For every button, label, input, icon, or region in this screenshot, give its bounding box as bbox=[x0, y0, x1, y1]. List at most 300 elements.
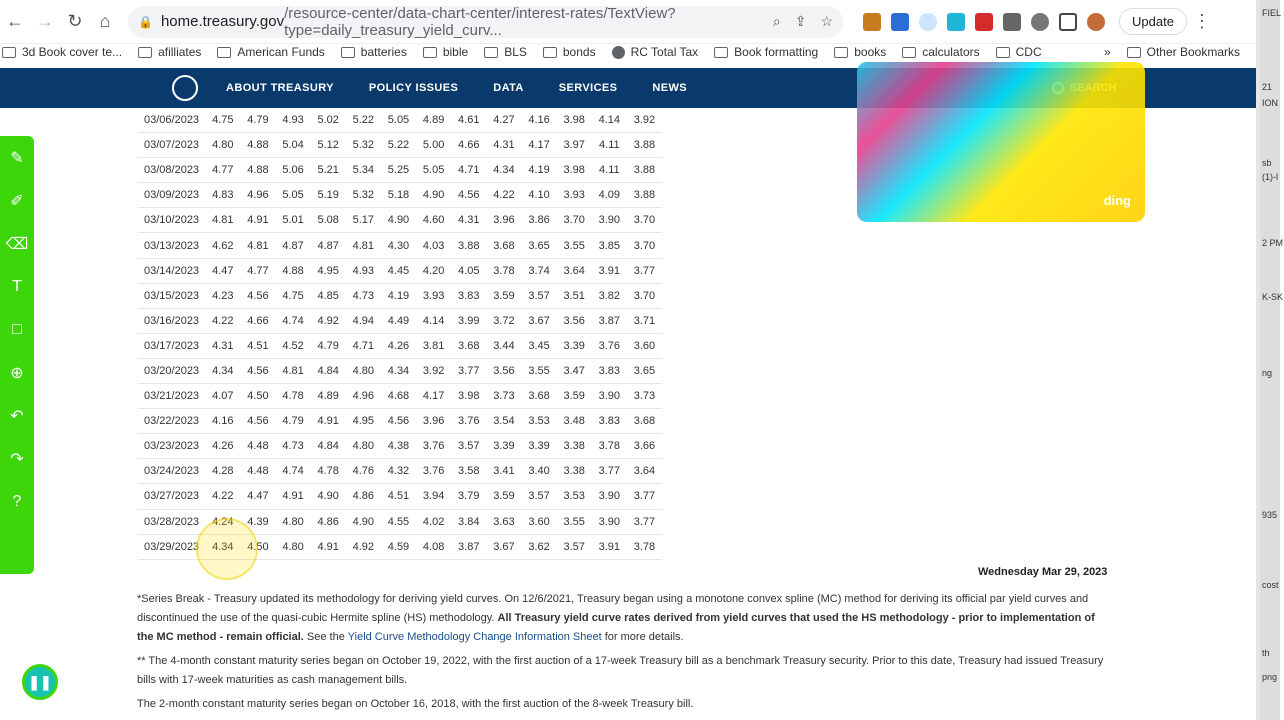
table-row bbox=[138, 133, 662, 158]
yield-cell: 4.14 bbox=[422, 314, 445, 327]
edge-text: (1)-l bbox=[1262, 172, 1278, 182]
puzzle-icon[interactable] bbox=[1003, 13, 1021, 31]
yield-cell: 4.56 bbox=[458, 189, 480, 202]
menu-icon[interactable]: ⋮ bbox=[1192, 11, 1211, 31]
yield-cell: 3.39 bbox=[528, 440, 550, 453]
yield-cell: 4.90 bbox=[317, 490, 339, 503]
folder-icon bbox=[543, 47, 557, 58]
yield-cell: 4.23 bbox=[212, 289, 234, 302]
lock-icon: 🔒 bbox=[138, 14, 153, 29]
nav-policy-issues[interactable]: POLICY ISSUES bbox=[368, 82, 459, 94]
date-cell: 03/13/2023 bbox=[144, 239, 200, 252]
undo-icon[interactable]: ↶ bbox=[10, 407, 24, 425]
back-icon[interactable]: ← bbox=[6, 11, 24, 31]
yield-cell: 4.50 bbox=[247, 390, 269, 403]
bookmark-item[interactable]: American Funds bbox=[217, 45, 324, 59]
extension-icon[interactable] bbox=[1031, 13, 1049, 31]
yield-cell: 3.85 bbox=[598, 239, 621, 252]
yield-cell: 3.83 bbox=[598, 364, 621, 377]
yield-cell: 3.47 bbox=[563, 364, 585, 377]
nav-data[interactable]: DATA bbox=[493, 82, 524, 94]
yield-cell: 3.90 bbox=[598, 515, 621, 528]
text-icon[interactable]: T bbox=[12, 277, 22, 295]
date-cell: 03/08/2023 bbox=[144, 164, 200, 177]
folder-icon bbox=[138, 47, 152, 58]
yield-cell: 4.92 bbox=[352, 540, 375, 553]
star-icon[interactable]: ☆ bbox=[820, 13, 833, 29]
table-row bbox=[138, 359, 662, 384]
extension-icon[interactable] bbox=[863, 13, 881, 31]
nav-news[interactable]: NEWS bbox=[652, 82, 688, 94]
folder-icon bbox=[834, 47, 848, 58]
yield-cell: 3.72 bbox=[493, 314, 515, 327]
yield-cell: 4.75 bbox=[282, 289, 304, 302]
yield-cell: 3.67 bbox=[528, 314, 550, 327]
yield-cell: 4.47 bbox=[247, 490, 269, 503]
table-row bbox=[138, 334, 662, 359]
annotation-toolbar bbox=[0, 136, 34, 574]
bookmark-item[interactable]: BLS bbox=[484, 45, 527, 59]
help-icon[interactable]: ? bbox=[12, 492, 22, 510]
yield-cell: 4.22 bbox=[212, 490, 234, 503]
pen-icon[interactable]: ✎ bbox=[10, 149, 24, 167]
table-row bbox=[138, 384, 662, 409]
yield-cell: 3.88 bbox=[633, 139, 656, 152]
yield-cell: 3.38 bbox=[563, 440, 585, 453]
yield-cell: 3.73 bbox=[633, 390, 656, 403]
rectangle-icon[interactable]: □ bbox=[12, 320, 22, 338]
yield-cell: 4.91 bbox=[247, 214, 269, 227]
yield-cell: 4.07 bbox=[212, 390, 234, 403]
folder-icon bbox=[217, 47, 231, 58]
yield-curve-table bbox=[138, 108, 662, 560]
date-cell: 03/23/2023 bbox=[144, 440, 200, 453]
yield-cell: 3.60 bbox=[633, 339, 656, 352]
yield-cell: 3.81 bbox=[422, 339, 445, 352]
yield-cell: 4.66 bbox=[247, 314, 269, 327]
yield-cell: 5.21 bbox=[317, 164, 339, 177]
yield-cell: 5.34 bbox=[352, 164, 375, 177]
yield-cell: 3.64 bbox=[633, 465, 656, 478]
date-cell: 03/16/2023 bbox=[144, 314, 200, 327]
eraser-icon[interactable]: ⌫ bbox=[5, 235, 29, 253]
extensions-area bbox=[863, 13, 1105, 31]
nav-about-treasury[interactable]: ABOUT TREASURY bbox=[226, 82, 334, 94]
yield-cell: 5.18 bbox=[387, 189, 410, 202]
yield-cell: 3.45 bbox=[528, 339, 550, 352]
yield-cell: 3.98 bbox=[563, 114, 585, 127]
date-cell: 03/27/2023 bbox=[144, 490, 200, 503]
yield-cell: 3.78 bbox=[633, 540, 656, 553]
yield-cell: 3.57 bbox=[458, 440, 480, 453]
update-button[interactable]: Update bbox=[1119, 8, 1187, 35]
yield-cell: 3.54 bbox=[493, 415, 515, 428]
browser-toolbar bbox=[0, 0, 1256, 44]
edge-text: K-SK bbox=[1262, 292, 1284, 302]
edge-text: cost bbox=[1262, 580, 1279, 590]
yield-cell: 4.93 bbox=[282, 114, 304, 127]
yield-cell: 3.76 bbox=[422, 465, 445, 478]
table-row bbox=[138, 309, 662, 334]
yield-cell: 4.75 bbox=[212, 114, 234, 127]
yield-cell: 4.56 bbox=[387, 415, 410, 428]
edge-text: 21 bbox=[1262, 82, 1273, 92]
edge-text: 2 PM bbox=[1262, 238, 1284, 248]
yield-cell: 3.51 bbox=[563, 289, 585, 302]
yield-cell: 4.48 bbox=[247, 440, 269, 453]
yield-cell: 4.93 bbox=[352, 264, 375, 277]
yield-cell: 3.70 bbox=[633, 239, 656, 252]
pdf-extension-icon[interactable] bbox=[975, 13, 993, 31]
yield-cell: 3.79 bbox=[458, 490, 480, 503]
yield-cell: 4.26 bbox=[387, 339, 410, 352]
yield-cell: 4.31 bbox=[458, 214, 480, 227]
yield-cell: 4.20 bbox=[422, 264, 445, 277]
yield-cell: 3.74 bbox=[528, 264, 550, 277]
date-cell: 03/20/2023 bbox=[144, 364, 200, 377]
yield-cell: 5.01 bbox=[282, 214, 304, 227]
folder-icon bbox=[341, 47, 355, 58]
yield-cell: 3.67 bbox=[493, 540, 515, 553]
url-path: /resource-center/data-chart-center/interest-rates/TextView?type=daily_treasury_yield_curv... bbox=[284, 4, 676, 39]
avatar[interactable] bbox=[1087, 13, 1105, 31]
yield-cell: 3.76 bbox=[458, 415, 480, 428]
yield-cell: 3.65 bbox=[528, 239, 550, 252]
yield-cell: 4.78 bbox=[282, 390, 304, 403]
yield-cell: 4.87 bbox=[317, 239, 339, 252]
yield-cell: 4.76 bbox=[352, 465, 375, 478]
yield-cell: 4.56 bbox=[247, 415, 269, 428]
date-cell: 03/24/2023 bbox=[144, 465, 200, 478]
yield-cell: 5.32 bbox=[352, 139, 375, 152]
bookmark-item[interactable]: Book formatting bbox=[714, 45, 818, 59]
yield-cell: 3.86 bbox=[528, 214, 550, 227]
yield-cell: 4.11 bbox=[599, 139, 620, 152]
yield-cell: 3.73 bbox=[493, 390, 515, 403]
yield-cell: 5.02 bbox=[317, 114, 339, 127]
yield-cell: 4.80 bbox=[282, 515, 304, 528]
yield-cell: 4.77 bbox=[212, 164, 234, 177]
yield-cell: 4.39 bbox=[247, 515, 269, 528]
bookmark-item[interactable]: batteries bbox=[341, 45, 407, 59]
yield-cell: 3.59 bbox=[493, 490, 515, 503]
yield-cell: 4.28 bbox=[212, 465, 234, 478]
yield-cell: 4.71 bbox=[458, 164, 480, 177]
yield-cell: 3.77 bbox=[458, 364, 480, 377]
date-cell: 03/07/2023 bbox=[144, 139, 200, 152]
yield-cell: 5.06 bbox=[282, 164, 304, 177]
yield-cell: 3.76 bbox=[598, 339, 621, 352]
yield-cell: 3.56 bbox=[563, 314, 585, 327]
yield-cell: 4.34 bbox=[493, 164, 515, 177]
yield-cell: 4.19 bbox=[387, 289, 410, 302]
other-bookmarks[interactable]: Other Bookmarks bbox=[1127, 45, 1240, 59]
yield-cell: 4.81 bbox=[212, 214, 234, 227]
yield-cell: 4.81 bbox=[247, 239, 269, 252]
yield-cell: 3.57 bbox=[528, 289, 550, 302]
yield-cell: 4.91 bbox=[317, 540, 339, 553]
yield-cell: 5.17 bbox=[352, 214, 375, 227]
yield-cell: 4.96 bbox=[247, 189, 269, 202]
table-row bbox=[138, 459, 662, 484]
yield-cell: 4.94 bbox=[352, 314, 375, 327]
yield-cell: 4.91 bbox=[317, 415, 339, 428]
yield-cell: 3.90 bbox=[598, 490, 621, 503]
yield-cell: 4.52 bbox=[282, 339, 304, 352]
yield-cell: 4.59 bbox=[387, 540, 410, 553]
yield-cell: 4.80 bbox=[352, 440, 375, 453]
yield-cell: 4.86 bbox=[352, 490, 375, 503]
yield-cell: 3.68 bbox=[493, 239, 515, 252]
yield-cell: 3.77 bbox=[633, 490, 656, 503]
yield-cell: 4.14 bbox=[598, 114, 621, 127]
yield-cell: 4.60 bbox=[422, 214, 445, 227]
yield-cell: 4.77 bbox=[247, 264, 269, 277]
yield-cell: 4.49 bbox=[387, 314, 410, 327]
yield-cell: 4.79 bbox=[317, 339, 339, 352]
address-bar[interactable] bbox=[128, 6, 843, 38]
extension-icon[interactable] bbox=[947, 13, 965, 31]
yield-cell: 5.12 bbox=[317, 139, 339, 152]
promo-banner-image[interactable] bbox=[857, 62, 1145, 222]
yield-cell: 4.95 bbox=[352, 415, 375, 428]
date-cell: 03/17/2023 bbox=[144, 339, 200, 352]
yield-cell: 3.90 bbox=[598, 390, 621, 403]
reload-icon[interactable]: ↻ bbox=[67, 11, 83, 31]
yield-cell: 3.98 bbox=[563, 164, 585, 177]
yield-cell: 3.53 bbox=[528, 415, 550, 428]
yield-cell: 4.09 bbox=[598, 189, 621, 202]
yield-cell: 3.82 bbox=[598, 289, 621, 302]
yield-cell: 4.56 bbox=[247, 364, 269, 377]
yield-cell: 4.74 bbox=[282, 465, 304, 478]
treasury-seal-logo[interactable] bbox=[172, 75, 198, 101]
bookmark-item[interactable]: bonds bbox=[543, 45, 596, 59]
yield-cell: 4.84 bbox=[317, 364, 339, 377]
yield-cell: 4.96 bbox=[352, 390, 375, 403]
zoom-icon[interactable]: ⌕ bbox=[772, 13, 781, 29]
yield-cell: 4.22 bbox=[212, 314, 234, 327]
yield-cell: 4.81 bbox=[282, 364, 304, 377]
bookmarks-overflow-button[interactable]: » bbox=[1103, 45, 1111, 59]
date-cell: 03/21/2023 bbox=[144, 390, 200, 403]
yield-cell: 4.68 bbox=[387, 390, 410, 403]
bookmark-item[interactable]: CDC bbox=[996, 45, 1042, 59]
bookmark-item[interactable]: books bbox=[834, 45, 886, 59]
yield-cell: 4.16 bbox=[528, 114, 550, 127]
yield-cell: 3.41 bbox=[493, 465, 515, 478]
bookmark-item[interactable]: 3d Book cover te... bbox=[2, 45, 122, 59]
yield-cell: 5.22 bbox=[352, 114, 375, 127]
yield-cell: 4.74 bbox=[282, 314, 304, 327]
bookmark-item[interactable]: bible bbox=[423, 45, 468, 59]
yield-cell: 3.88 bbox=[633, 164, 656, 177]
yield-cell: 4.80 bbox=[352, 364, 375, 377]
yield-cell: 4.85 bbox=[317, 289, 339, 302]
yield-cell: 4.91 bbox=[282, 490, 304, 503]
yield-cell: 3.48 bbox=[563, 415, 585, 428]
bookmark-item[interactable]: calculators bbox=[902, 45, 979, 59]
yield-cell: 4.88 bbox=[282, 264, 304, 277]
bookmarks-bar bbox=[0, 40, 1256, 64]
yield-cell: 4.34 bbox=[212, 540, 234, 553]
edge-text: png bbox=[1262, 672, 1278, 682]
yield-cell: 4.56 bbox=[247, 289, 269, 302]
folder-icon bbox=[1127, 47, 1141, 58]
yield-cell: 4.92 bbox=[317, 314, 339, 327]
footnotes bbox=[137, 590, 1112, 719]
yield-cell: 3.91 bbox=[598, 540, 621, 553]
yield-cell: 4.79 bbox=[247, 114, 269, 127]
yield-cell: 3.91 bbox=[598, 264, 621, 277]
yield-cell: 3.78 bbox=[493, 264, 515, 277]
yield-cell: 3.93 bbox=[422, 289, 445, 302]
yield-cell: 3.84 bbox=[458, 515, 480, 528]
yield-cell: 4.88 bbox=[247, 164, 269, 177]
yield-cell: 3.55 bbox=[528, 364, 550, 377]
bookmark-item[interactable]: RC Total Tax bbox=[612, 45, 699, 59]
edge-text: sb bbox=[1262, 158, 1272, 168]
yield-cell: 3.87 bbox=[598, 314, 621, 327]
yield-cell: 3.68 bbox=[458, 339, 480, 352]
as-of-date: Wednesday Mar 29, 2023 bbox=[978, 566, 1108, 578]
yield-cell: 4.45 bbox=[387, 264, 410, 277]
yield-cell: 4.31 bbox=[212, 339, 234, 352]
yield-cell: 4.05 bbox=[458, 264, 480, 277]
nav-services[interactable]: SERVICES bbox=[558, 82, 618, 94]
date-cell: 03/29/2023 bbox=[144, 540, 200, 553]
yield-cell: 3.83 bbox=[458, 289, 480, 302]
yield-cell: 5.04 bbox=[282, 139, 304, 152]
yield-cell: 3.39 bbox=[563, 339, 585, 352]
yield-cell: 3.70 bbox=[563, 214, 585, 227]
edge-text: 935 bbox=[1262, 510, 1278, 520]
yield-cell: 3.58 bbox=[458, 465, 480, 478]
yield-cell: 3.55 bbox=[563, 239, 585, 252]
extension-icon[interactable] bbox=[919, 13, 937, 31]
yield-cell: 4.19 bbox=[528, 164, 550, 177]
home-icon[interactable]: ⌂ bbox=[99, 11, 111, 31]
yield-cell: 4.90 bbox=[352, 515, 375, 528]
yield-cell: 4.16 bbox=[212, 415, 234, 428]
edge-text: ng bbox=[1262, 368, 1273, 378]
yield-cell: 3.59 bbox=[563, 390, 585, 403]
yield-cell: 5.22 bbox=[387, 139, 410, 152]
yield-cell: 3.63 bbox=[493, 515, 515, 528]
yield-cell: 5.19 bbox=[317, 189, 339, 202]
yield-cell: 3.97 bbox=[563, 139, 585, 152]
date-cell: 03/09/2023 bbox=[144, 189, 200, 202]
yield-cell: 3.78 bbox=[598, 440, 621, 453]
yield-cell: 3.56 bbox=[493, 364, 515, 377]
yield-cell: 4.89 bbox=[422, 114, 445, 127]
yield-cell: 4.51 bbox=[387, 490, 410, 503]
folder-icon bbox=[902, 47, 916, 58]
date-cell: 03/15/2023 bbox=[144, 289, 200, 302]
two-month-note: The 2-month constant maturity series began on October 16, 2018, with the first auction of the 8-week Treasury bill. bbox=[137, 698, 694, 710]
sidebar-toggle-icon[interactable] bbox=[1059, 13, 1077, 31]
yield-cell: 4.83 bbox=[212, 189, 234, 202]
folder-icon bbox=[996, 47, 1010, 58]
yield-cell: 5.05 bbox=[282, 189, 304, 202]
table-row bbox=[138, 434, 662, 459]
date-cell: 03/10/2023 bbox=[144, 214, 200, 227]
yield-cell: 4.50 bbox=[247, 540, 269, 553]
methodology-link[interactable]: Yield Curve Methodology Change Information Sheet bbox=[347, 631, 602, 643]
edge-text: FIEL bbox=[1262, 8, 1282, 18]
yield-cell: 3.98 bbox=[458, 390, 480, 403]
yield-cell: 3.68 bbox=[528, 390, 550, 403]
yield-cell: 3.77 bbox=[633, 264, 656, 277]
share-icon[interactable]: ⇪ bbox=[794, 13, 807, 29]
desktop-edge bbox=[1256, 0, 1284, 720]
folder-icon bbox=[423, 47, 437, 58]
yield-cell: 4.80 bbox=[212, 139, 234, 152]
yield-cell: 4.81 bbox=[352, 239, 375, 252]
table-row bbox=[138, 259, 662, 284]
yield-cell: 3.59 bbox=[493, 289, 515, 302]
url-host: home.treasury.gov bbox=[160, 13, 285, 30]
yield-cell: 4.30 bbox=[387, 239, 410, 252]
yield-cell: 3.90 bbox=[598, 214, 621, 227]
yield-cell: 3.57 bbox=[528, 490, 550, 503]
yield-cell: 4.34 bbox=[387, 364, 410, 377]
banner-text: ding bbox=[1103, 193, 1131, 208]
yield-cell: 3.57 bbox=[563, 540, 585, 553]
yield-cell: 3.60 bbox=[528, 515, 550, 528]
yield-cell: 3.70 bbox=[633, 289, 656, 302]
date-cell: 03/28/2023 bbox=[144, 515, 200, 528]
date-cell: 03/22/2023 bbox=[144, 415, 200, 428]
yield-cell: 4.86 bbox=[317, 515, 339, 528]
series-break-note: *Series Break - Treasury updated its methodology for deriving yield curves. On 12/6/2021, Treasury began using a monotone convex spline (MC) method for deriving its official par yield curves and discontinued the use of the quasi-cubic Hermite spline (HS) methodology. All Treasury yield curve rates derived from yield curves that used the HS methodology - prior to implementation of the MC method - remain official. See the Yield Curve Methodology Change Information Sheet for more details. bbox=[137, 593, 1095, 643]
yield-cell: 4.89 bbox=[317, 390, 339, 403]
table-row bbox=[138, 208, 662, 233]
table-row bbox=[138, 108, 662, 133]
yield-cell: 3.77 bbox=[633, 515, 656, 528]
yield-cell: 4.90 bbox=[387, 214, 410, 227]
yield-cell: 4.55 bbox=[387, 515, 410, 528]
yield-cell: 4.34 bbox=[212, 364, 234, 377]
yield-cell: 3.64 bbox=[563, 264, 585, 277]
yield-cell: 3.88 bbox=[458, 239, 480, 252]
extension-icon[interactable] bbox=[891, 13, 909, 31]
yield-cell: 4.84 bbox=[317, 440, 339, 453]
yield-cell: 4.78 bbox=[317, 465, 339, 478]
edge-text: th bbox=[1262, 648, 1270, 658]
folder-icon bbox=[714, 47, 728, 58]
zoom-icon[interactable]: ⊕ bbox=[10, 364, 24, 382]
yield-cell: 4.51 bbox=[247, 339, 269, 352]
yield-cell: 3.40 bbox=[528, 465, 550, 478]
redo-icon[interactable]: ↷ bbox=[10, 450, 24, 468]
yield-cell: 3.94 bbox=[422, 490, 445, 503]
table-row bbox=[138, 284, 662, 309]
yield-cell: 4.38 bbox=[387, 440, 410, 453]
yield-cell: 3.71 bbox=[633, 314, 656, 327]
yield-cell: 5.32 bbox=[352, 189, 375, 202]
yield-cell: 3.93 bbox=[563, 189, 585, 202]
yield-cell: 4.88 bbox=[247, 139, 269, 152]
date-cell: 03/06/2023 bbox=[144, 114, 200, 127]
forward-icon[interactable]: → bbox=[36, 11, 54, 31]
yield-cell: 3.62 bbox=[528, 540, 550, 553]
yield-cell: 4.87 bbox=[282, 239, 304, 252]
pause-recording-button[interactable]: ❚❚ bbox=[22, 664, 58, 700]
highlighter-icon[interactable]: ✐ bbox=[10, 192, 24, 210]
yield-cell: 4.10 bbox=[528, 189, 550, 202]
bookmark-item[interactable]: afilliates bbox=[138, 45, 201, 59]
